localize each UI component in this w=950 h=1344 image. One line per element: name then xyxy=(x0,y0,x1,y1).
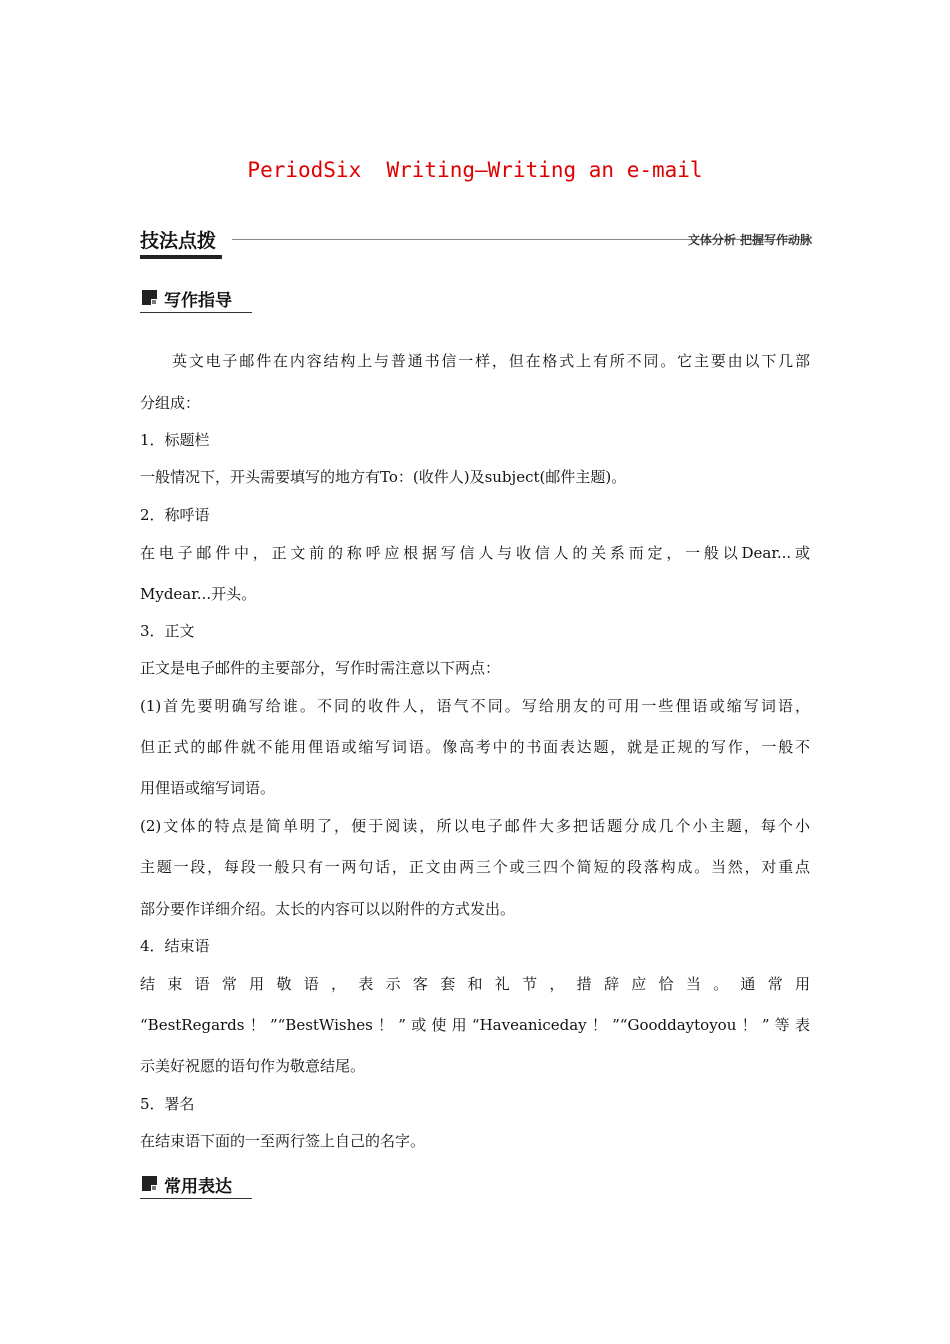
section-1-text: 一般情况下，开头需要填写的地方有To：(收件人)及subject(邮件主题)。 xyxy=(140,468,627,486)
banner-title: 技法点拨 xyxy=(140,230,217,252)
section-4-text-3: 示美好祝愿的语句作为敬意结尾。 xyxy=(140,1057,366,1075)
banner-underline xyxy=(140,255,222,259)
section-3-point-1-line-2: 但正式的邮件就不能用俚语或缩写词语。像高考中的书面表达题，就是正规的写作，一般不 xyxy=(140,738,810,756)
page-title: PeriodSix Writing—Writing an e-mail xyxy=(247,158,703,182)
section-2-text-2: Mydear...开头。 xyxy=(140,585,257,603)
section-2-heading: 2．称呼语 xyxy=(140,506,210,524)
subheading-label: 常用表达 xyxy=(164,1177,232,1197)
intro-line-1: 英文电子邮件在内容结构上与普通书信一样，但在格式上有所不同。它主要由以下几部 xyxy=(172,352,810,370)
section-banner xyxy=(140,226,812,260)
section-5-heading: 5．署名 xyxy=(140,1095,195,1113)
banner-subtitle: 文体分析 把握写作动脉 xyxy=(687,233,812,247)
section-4-heading: 4．结束语 xyxy=(140,937,210,955)
subheading-label: 写作指导 xyxy=(164,291,232,311)
section-3-point-1-line-3: 用俚语或缩写词语。 xyxy=(140,779,276,797)
section-3-point-2-line-3: 部分要作详细介绍。太长的内容可以以附件的方式发出。 xyxy=(140,900,516,918)
subheading-common-expressions xyxy=(140,1172,252,1199)
square-bullet-icon xyxy=(142,290,157,305)
section-1-heading: 1．标题栏 xyxy=(140,431,210,449)
section-2-text-1: 在电子邮件中，正文前的称呼应根据写信人与收信人的关系而定，一般以Dear...或 xyxy=(140,544,810,562)
section-5-text: 在结束语下面的一至两行签上自己的名字。 xyxy=(140,1132,426,1150)
square-bullet-icon xyxy=(142,1176,157,1191)
intro-line-2: 分组成： xyxy=(140,394,201,412)
subheading-writing-guide xyxy=(140,286,252,313)
section-4-text-1: 结束语常用敬语，表示客套和礼节，措辞应恰当。通常用 xyxy=(140,975,810,993)
section-3-heading: 3．正文 xyxy=(140,622,195,640)
section-3-point-2-line-2: 主题一段，每段一般只有一两句话，正文由两三个或三四个简短的段落构成。当然，对重点 xyxy=(140,858,810,876)
section-3-point-1-line-1: (1)首先要明确写给谁。不同的收件人，语气不同。写给朋友的可用一些俚语或缩写词语， xyxy=(140,697,810,715)
section-3-point-2-line-1: (2)文体的特点是简单明了，便于阅读，所以电子邮件大多把话题分成几个小主题，每个小 xyxy=(140,817,810,835)
section-4-text-2: “BestRegards！”“BestWishes！”或使用“Haveaniceday！”“Gooddaytoyou！”等表 xyxy=(140,1016,810,1034)
section-3-text: 正文是电子邮件的主要部分，写作时需注意以下两点： xyxy=(140,659,501,677)
